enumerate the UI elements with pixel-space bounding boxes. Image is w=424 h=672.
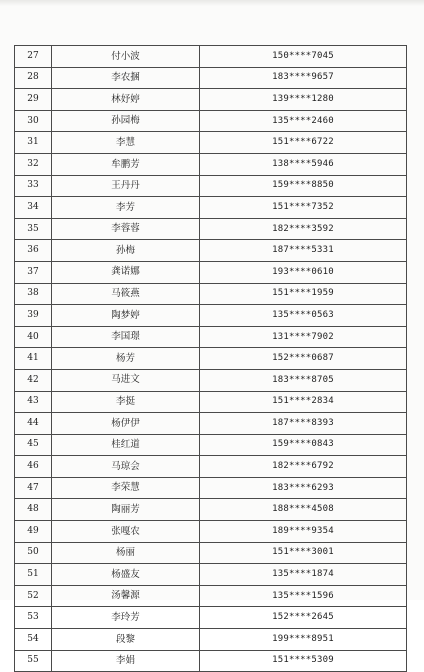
name-cell: 龚诺娜 bbox=[52, 261, 200, 283]
scan-edge-shadow bbox=[0, 0, 424, 6]
phone-cell: 183****8705 bbox=[200, 369, 407, 391]
row-number-cell: 43 bbox=[15, 391, 52, 413]
phone-cell: 135****1874 bbox=[200, 564, 407, 586]
row-number-cell: 45 bbox=[15, 434, 52, 456]
name-cell: 汤馨源 bbox=[52, 585, 200, 607]
phone-cell: 193****0610 bbox=[200, 261, 407, 283]
phone-cell: 151****7352 bbox=[200, 197, 407, 219]
phone-cell: 182****6792 bbox=[200, 456, 407, 478]
table-row bbox=[15, 521, 407, 543]
name-cell: 陶丽芳 bbox=[52, 499, 200, 521]
roster-table-body bbox=[15, 46, 407, 672]
table-row bbox=[15, 305, 407, 327]
name-cell: 马进文 bbox=[52, 369, 200, 391]
name-cell: 李娟 bbox=[52, 650, 200, 672]
phone-cell: 187****8393 bbox=[200, 413, 407, 435]
phone-cell: 151****5309 bbox=[200, 650, 407, 672]
table-row bbox=[15, 240, 407, 262]
table-row bbox=[15, 564, 407, 586]
row-number-cell: 39 bbox=[15, 305, 52, 327]
table-row bbox=[15, 477, 407, 499]
name-cell: 李挺 bbox=[52, 391, 200, 413]
row-number-cell: 40 bbox=[15, 326, 52, 348]
row-number-cell: 54 bbox=[15, 629, 52, 651]
table-row bbox=[15, 542, 407, 564]
row-number-cell: 33 bbox=[15, 175, 52, 197]
table-row bbox=[15, 326, 407, 348]
table-row bbox=[15, 283, 407, 305]
phone-cell: 183****9657 bbox=[200, 67, 407, 89]
row-number-cell: 31 bbox=[15, 132, 52, 154]
name-cell: 孙园梅 bbox=[52, 110, 200, 132]
name-cell: 杨丽 bbox=[52, 542, 200, 564]
row-number-cell: 32 bbox=[15, 153, 52, 175]
phone-cell: 131****7902 bbox=[200, 326, 407, 348]
name-cell: 李蓉蓉 bbox=[52, 218, 200, 240]
name-cell: 林妤婷 bbox=[52, 89, 200, 111]
name-cell: 孙梅 bbox=[52, 240, 200, 262]
phone-cell: 159****0843 bbox=[200, 434, 407, 456]
name-cell: 杨伊伊 bbox=[52, 413, 200, 435]
row-number-cell: 52 bbox=[15, 585, 52, 607]
row-number-cell: 36 bbox=[15, 240, 52, 262]
row-number-cell: 49 bbox=[15, 521, 52, 543]
phone-cell: 188****4508 bbox=[200, 499, 407, 521]
name-cell: 桂红道 bbox=[52, 434, 200, 456]
name-cell: 杨盛友 bbox=[52, 564, 200, 586]
row-number-cell: 35 bbox=[15, 218, 52, 240]
row-number-cell: 28 bbox=[15, 67, 52, 89]
name-cell: 马筱燕 bbox=[52, 283, 200, 305]
table-row bbox=[15, 46, 407, 68]
row-number-cell: 30 bbox=[15, 110, 52, 132]
row-number-cell: 55 bbox=[15, 650, 52, 672]
phone-cell: 135****1596 bbox=[200, 585, 407, 607]
roster-table bbox=[14, 45, 407, 672]
row-number-cell: 41 bbox=[15, 348, 52, 370]
name-cell: 李荣慧 bbox=[52, 477, 200, 499]
table-row bbox=[15, 650, 407, 672]
name-cell: 李慧 bbox=[52, 132, 200, 154]
table-row bbox=[15, 197, 407, 219]
table-row bbox=[15, 499, 407, 521]
phone-cell: 183****6293 bbox=[200, 477, 407, 499]
phone-cell: 138****5946 bbox=[200, 153, 407, 175]
table-row bbox=[15, 456, 407, 478]
row-number-cell: 50 bbox=[15, 542, 52, 564]
phone-cell: 151****1959 bbox=[200, 283, 407, 305]
table-row bbox=[15, 89, 407, 111]
phone-cell: 151****2834 bbox=[200, 391, 407, 413]
name-cell: 杨芳 bbox=[52, 348, 200, 370]
name-cell: 李农捆 bbox=[52, 67, 200, 89]
table-row bbox=[15, 434, 407, 456]
phone-cell: 151****6722 bbox=[200, 132, 407, 154]
phone-cell: 189****9354 bbox=[200, 521, 407, 543]
phone-cell: 152****2645 bbox=[200, 607, 407, 629]
table-row bbox=[15, 369, 407, 391]
name-cell: 马琼会 bbox=[52, 456, 200, 478]
table-row bbox=[15, 67, 407, 89]
name-cell: 陶梦婷 bbox=[52, 305, 200, 327]
row-number-cell: 42 bbox=[15, 369, 52, 391]
row-number-cell: 44 bbox=[15, 413, 52, 435]
table-row bbox=[15, 607, 407, 629]
phone-cell: 135****0563 bbox=[200, 305, 407, 327]
name-cell: 李芳 bbox=[52, 197, 200, 219]
phone-cell: 150****7045 bbox=[200, 46, 407, 68]
row-number-cell: 29 bbox=[15, 89, 52, 111]
table-row bbox=[15, 391, 407, 413]
name-cell: 王丹丹 bbox=[52, 175, 200, 197]
phone-cell: 159****8850 bbox=[200, 175, 407, 197]
table-row bbox=[15, 218, 407, 240]
row-number-cell: 27 bbox=[15, 46, 52, 68]
table-row bbox=[15, 153, 407, 175]
name-cell: 张嘎农 bbox=[52, 521, 200, 543]
name-cell: 李国璟 bbox=[52, 326, 200, 348]
phone-cell: 135****2460 bbox=[200, 110, 407, 132]
table-row bbox=[15, 132, 407, 154]
table-row bbox=[15, 585, 407, 607]
phone-cell: 151****3001 bbox=[200, 542, 407, 564]
table-row bbox=[15, 629, 407, 651]
phone-cell: 187****5331 bbox=[200, 240, 407, 262]
row-number-cell: 46 bbox=[15, 456, 52, 478]
row-number-cell: 38 bbox=[15, 283, 52, 305]
row-number-cell: 53 bbox=[15, 607, 52, 629]
name-cell: 李玲芳 bbox=[52, 607, 200, 629]
row-number-cell: 48 bbox=[15, 499, 52, 521]
row-number-cell: 47 bbox=[15, 477, 52, 499]
name-cell: 牟鹏芳 bbox=[52, 153, 200, 175]
table-row bbox=[15, 413, 407, 435]
name-cell: 段黎 bbox=[52, 629, 200, 651]
row-number-cell: 37 bbox=[15, 261, 52, 283]
phone-cell: 182****3592 bbox=[200, 218, 407, 240]
table-row bbox=[15, 348, 407, 370]
phone-cell: 152****0687 bbox=[200, 348, 407, 370]
name-cell: 付小波 bbox=[52, 46, 200, 68]
row-number-cell: 51 bbox=[15, 564, 52, 586]
row-number-cell: 34 bbox=[15, 197, 52, 219]
phone-cell: 139****1280 bbox=[200, 89, 407, 111]
table-row bbox=[15, 110, 407, 132]
table-row bbox=[15, 175, 407, 197]
phone-cell: 199****8951 bbox=[200, 629, 407, 651]
table-row bbox=[15, 261, 407, 283]
